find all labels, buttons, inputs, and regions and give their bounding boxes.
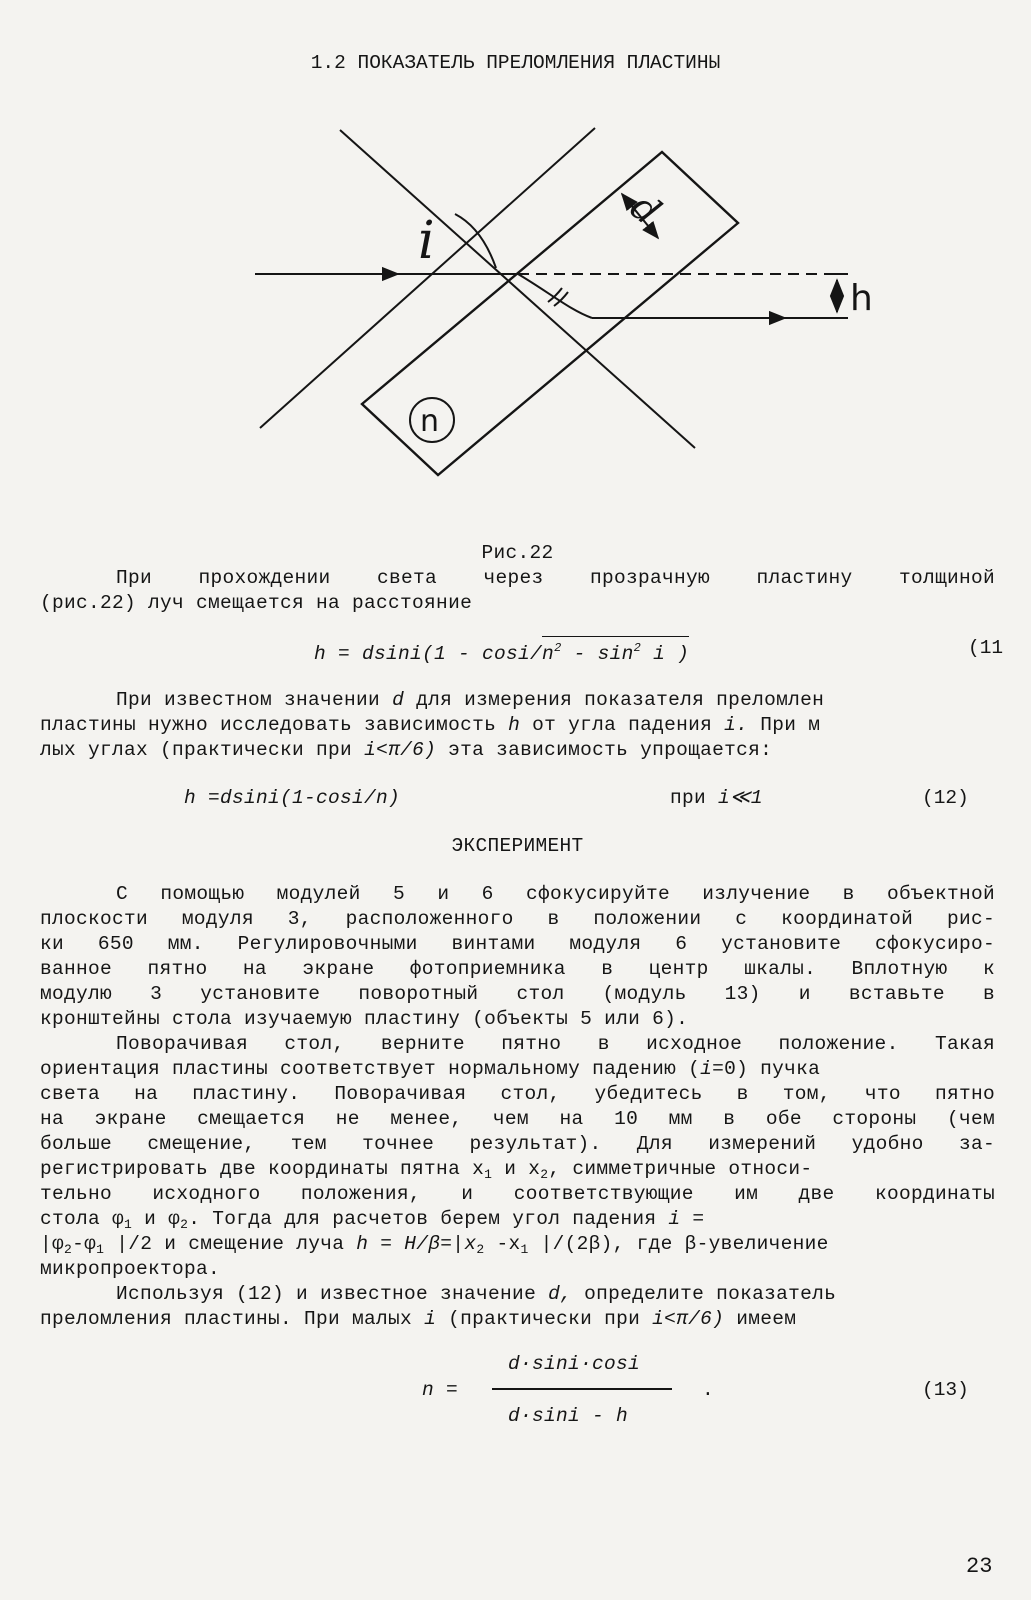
section-title: 1.2 ПОКАЗАТЕЛЬ ПРЕЛОМЛЕНИЯ ПЛАСТИНЫ bbox=[310, 52, 721, 74]
paragraph-3-line-2: плоскости модуля 3, расположенного в положении с координатой рис- bbox=[40, 908, 995, 930]
paragraph-2-line-2: пластины нужно исследовать зависимость h от угла падения i. При м bbox=[40, 714, 821, 736]
paragraph-4-line-1: Поворачивая стол, верните пятно в исходное положение. Такая bbox=[116, 1033, 995, 1055]
label-i: i bbox=[418, 211, 435, 271]
equation-13-lhs: n = bbox=[422, 1379, 459, 1401]
figure-caption: Рис.22 bbox=[481, 542, 554, 564]
section-heading: ЭКСПЕРИМЕНТ bbox=[451, 835, 584, 857]
equation-11-number: (11 bbox=[968, 637, 1004, 659]
paragraph-5-line-2: преломления пластины. При малых i (практически при i<π/6) имеем bbox=[40, 1308, 797, 1330]
normal-line bbox=[340, 130, 695, 448]
equation-13-dot: . bbox=[702, 1379, 715, 1401]
paragraph-3-line-5: модулю 3 установите поворотный стол (модуль 13) и вставьте в bbox=[40, 983, 995, 1005]
paragraph-3-line-1: С помощью модулей 5 и 6 сфокусируйте излучение в объектной bbox=[116, 883, 995, 905]
paragraph-3-line-4: ванное пятно на экране фотоприемника в центр шкалы. Вплотную к bbox=[40, 958, 995, 980]
paragraph-1-line-1: При прохождении света через прозрачную пластину толщиной bbox=[116, 567, 995, 589]
equation-13-denominator: d·sini - h bbox=[508, 1405, 629, 1427]
paragraph-4-line-6: регистрировать две координаты пятна $x_1$ и $x_2$, симметричные относи- bbox=[40, 1158, 813, 1182]
paragraph-4-line-2: ориентация пластины соответствует нормальному падению (i=0) пучка bbox=[40, 1058, 821, 1080]
paragraph-2-line-3: лых углах (практически при i<π/6) эта зависимость упрощается: bbox=[40, 739, 773, 761]
paragraph-4-line-10: микропроектора. bbox=[40, 1258, 221, 1280]
paragraph-2-line-1: При известном значении d для измерения показателя преломлен bbox=[116, 689, 825, 711]
paragraph-4-line-4: на экране смещается не менее, чем на 10 мм в обе стороны (чем bbox=[40, 1108, 995, 1130]
perpendicular-line bbox=[260, 128, 595, 428]
paragraph-4-line-8: стола $\varphi_1$ и $\varphi_2$. Тогда для расчетов берем угол падения i = bbox=[40, 1208, 705, 1232]
paragraph-3-line-6: кронштейны стола изучаемую пластину (объекты 5 или 6). bbox=[40, 1008, 689, 1030]
equation-12-number: (12) bbox=[922, 787, 969, 809]
equation-13-numerator: d·sini·cosi bbox=[508, 1353, 641, 1375]
paragraph-4-line-9: $|\varphi_2-\varphi_1$ |/2 и смещение луча $h = H/\beta=|x_2$ $-x_1$ |/(2β), где β-увеличение bbox=[40, 1233, 829, 1257]
equation-12-condition: при i≪1 bbox=[670, 787, 763, 809]
paragraph-5-line-1: Используя (12) и известное значение d, определите показатель bbox=[116, 1283, 837, 1305]
paragraph-1-line-2: (рис.22) луч смещается на расстояние bbox=[40, 592, 473, 614]
paragraph-4-line-3: света на пластину. Поворачивая стол, убедитесь в том, что пятно bbox=[40, 1083, 995, 1105]
paragraph-4-line-7: тельно исходного положения, и соответствующие им две координаты bbox=[40, 1183, 995, 1205]
figure-refraction-diagram bbox=[250, 118, 873, 498]
label-h: h bbox=[850, 278, 873, 319]
equation-12: h =dsini(1-cosi/n) bbox=[184, 787, 401, 809]
equation-11: h = dsini(1 - cosi/$n^2 - \sin^2 i$ ) bbox=[314, 636, 689, 667]
paragraph-4-line-5: больше смещение, тем точнее результат). Для измерений удобно за- bbox=[40, 1133, 995, 1155]
paragraph-3-line-3: ки 650 мм. Регулировочными винтами модуля 6 установите сфокусиро- bbox=[40, 933, 995, 955]
page-number: 23 bbox=[966, 1554, 993, 1579]
label-d: d bbox=[622, 184, 670, 234]
equation-13-number: (13) bbox=[922, 1379, 969, 1401]
equation-13-fraction-bar bbox=[492, 1388, 672, 1390]
label-n: n bbox=[420, 404, 440, 439]
